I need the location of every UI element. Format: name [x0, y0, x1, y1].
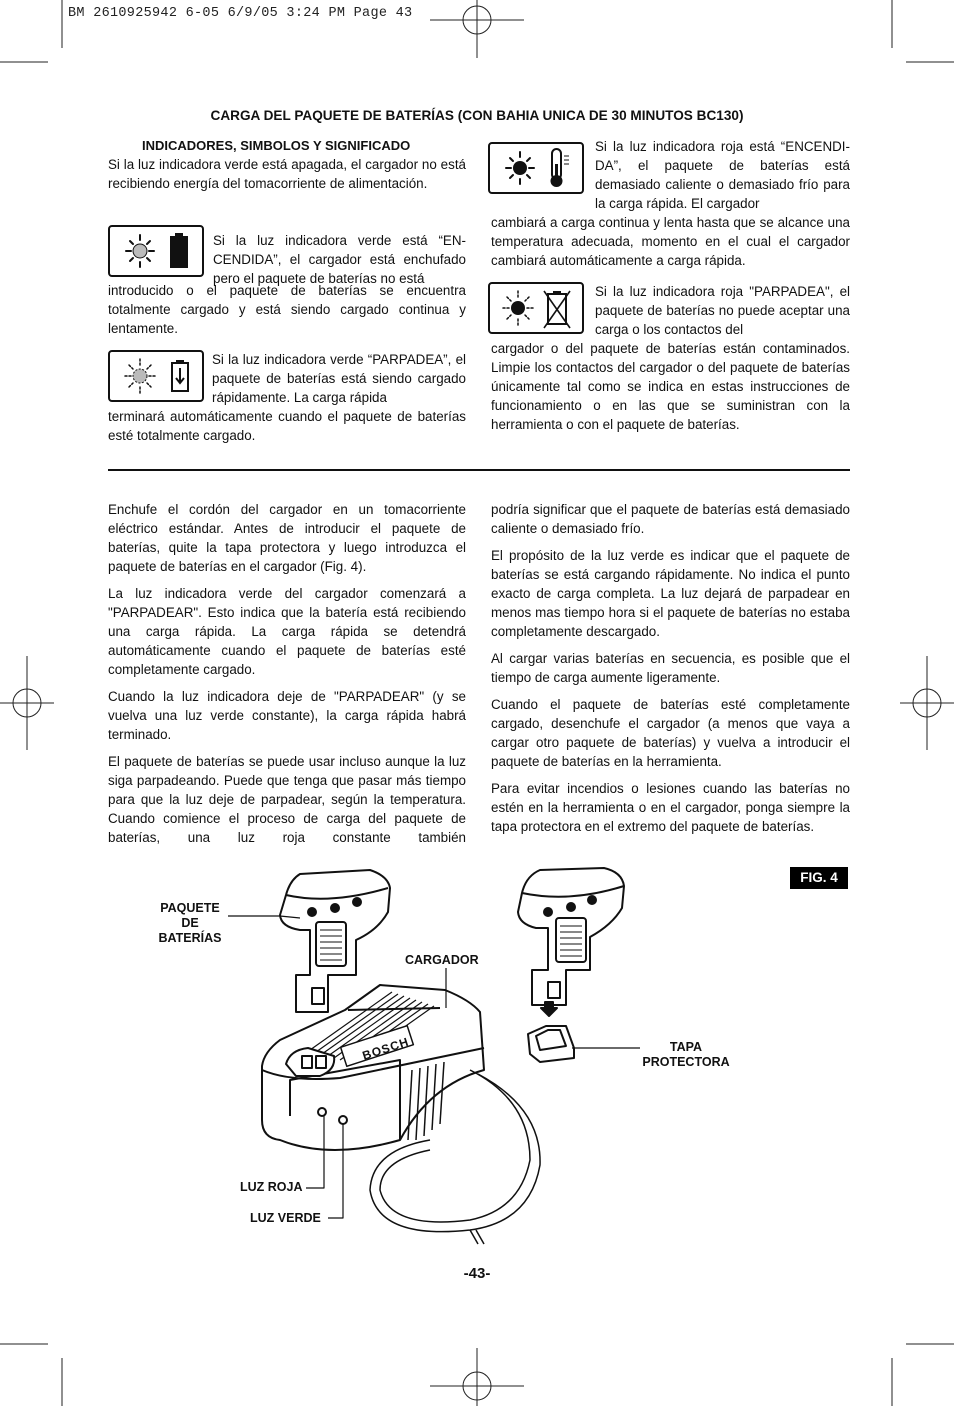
red-on-text-a: Si la luz indicadora roja está “ENCENDI-DA”, el paquete de baterías está demasiado caliente o demasiado frío para la carga rápida. El cargador	[595, 139, 850, 211]
label-battery-pack	[150, 901, 230, 946]
body-paragraph: Enchufe el cordón del cargador en un tomacorriente eléctrico estándar. Antes de introducir el paquete de baterías, quite la tapa protectora y luego introduzca el paquete de baterías en el cargador (Fig. 4).	[108, 502, 466, 574]
body-paragraph: Para evitar incendios o lesiones cuando las baterías no estén en la herramienta o en el cargador, ponga siempre la tapa protectora en el extremo del paquete de baterías.	[491, 781, 850, 834]
label-line: PAQUETE DE	[160, 901, 220, 930]
green-off-text: Si la luz indicadora verde está apagada, el cargador no está recibiendo energía del tomacorriente de alimentación.	[108, 157, 466, 191]
page-number: -43-	[463, 1265, 491, 1282]
label-line: BATERÍAS	[158, 931, 222, 945]
red-flash-text-b: cargador o del paquete de baterías están contaminados. Limpie los contactos del cargador o del paquete de baterías únicamente tal como se indica en estas instrucciones de funcionamiento o en las que se suministran con la herramienta o con el paquete de baterías.	[491, 341, 850, 432]
label-line: TAPA	[669, 1040, 703, 1054]
green-on-text-a: Si la luz indicadora verde está “EN-CENDIDA”, el cargador está enchufado pero el paquete de baterías no está	[213, 233, 466, 286]
green-flash-text-a: Si la luz indicadora verde “PARPADEA”, el paquete de baterías está siendo cargado rápidamente. La carga rápida	[212, 352, 466, 405]
brand-logo: BOSCH	[360, 1034, 411, 1063]
label-red-light: LUZ ROJA	[240, 1180, 303, 1194]
printer-slug: BM 2610925942 6-05 6/9/05 3:24 PM Page 43	[68, 6, 413, 21]
body-paragraph: El propósito de la luz verde es indicar que el paquete de baterías se está cargando rápidamente. No indica el punto exacto de carga completa. La luz dejará de parpadear en menos mas tiempo hora si el paquete de baterías no estaba completamente descargado.	[491, 548, 850, 639]
green-on-text-b: introducido o el paquete de baterías se encuentra totalmente cargado y está siendo cargado continua y lentamente.	[108, 283, 466, 336]
body-paragraph: Al cargar varias baterías en secuencia, es posible que el tiempo de carga aumente ligeramente.	[491, 651, 850, 685]
body-paragraph: El paquete de baterías se puede usar incluso aunque la luz siga parpadeando. Puede que tenga que pasar más tiempo para que la luz deje de parpadear, según la temperatura. Cuando comience el proceso de carga del paquete de baterías, una luz roja constante también	[108, 754, 466, 845]
red-flash-text-a: Si la luz indicadora roja "PARPADEA", el paquete de baterías no puede aceptar una carga o los contactos del	[595, 284, 850, 337]
battery-pack-right	[518, 868, 624, 1005]
section-subtitle: INDICADORES, SIMBOLOS Y SIGNIFICADO	[142, 138, 411, 153]
protective-cap	[528, 1026, 574, 1062]
label-charger: CARGADOR	[405, 953, 479, 967]
body-paragraph: Cuando la luz indicadora deje de "PARPADEAR" (y se vuelva una luz verde constante), la carga rápida habrá terminado.	[108, 689, 466, 742]
body-paragraph: podría significar que el paquete de baterías está demasiado caliente o demasiado frío.	[491, 502, 850, 536]
body-paragraph: La luz indicadora verde del cargador comenzará a "PARPADEAR". Esto indica que la batería está recibiendo una carga rápida. La carga rápida se detendrá automáticamente cuando el paquete de baterías esté completamente cargado.	[108, 586, 466, 677]
label-line: PROTECTORA	[642, 1055, 730, 1069]
label-protective-cap	[642, 1040, 730, 1070]
section-title: CARGA DEL PAQUETE DE BATERÍAS (CON BAHIA UNICA DE 30 MINUTOS BC130)	[210, 108, 744, 123]
label-green-light: LUZ VERDE	[250, 1211, 321, 1225]
green-flash-text-b: terminará automáticamente cuando el paquete de baterías esté totalmente cargado.	[108, 409, 466, 443]
red-on-text-b: cambiará a carga continua y lenta hasta que se alcance una temperatura adecuada, momento en el cual el cargador cambiará automáticamente a carga rápida.	[491, 215, 850, 268]
figure-tag: FIG. 4	[790, 867, 848, 889]
body-paragraph: Cuando el paquete de baterías esté completamente cargado, desenchufe el cargador (a menos que vaya a cargar otro paquete de baterías) y vuelva a introducir el paquete de baterías en la herramienta.	[491, 697, 850, 769]
